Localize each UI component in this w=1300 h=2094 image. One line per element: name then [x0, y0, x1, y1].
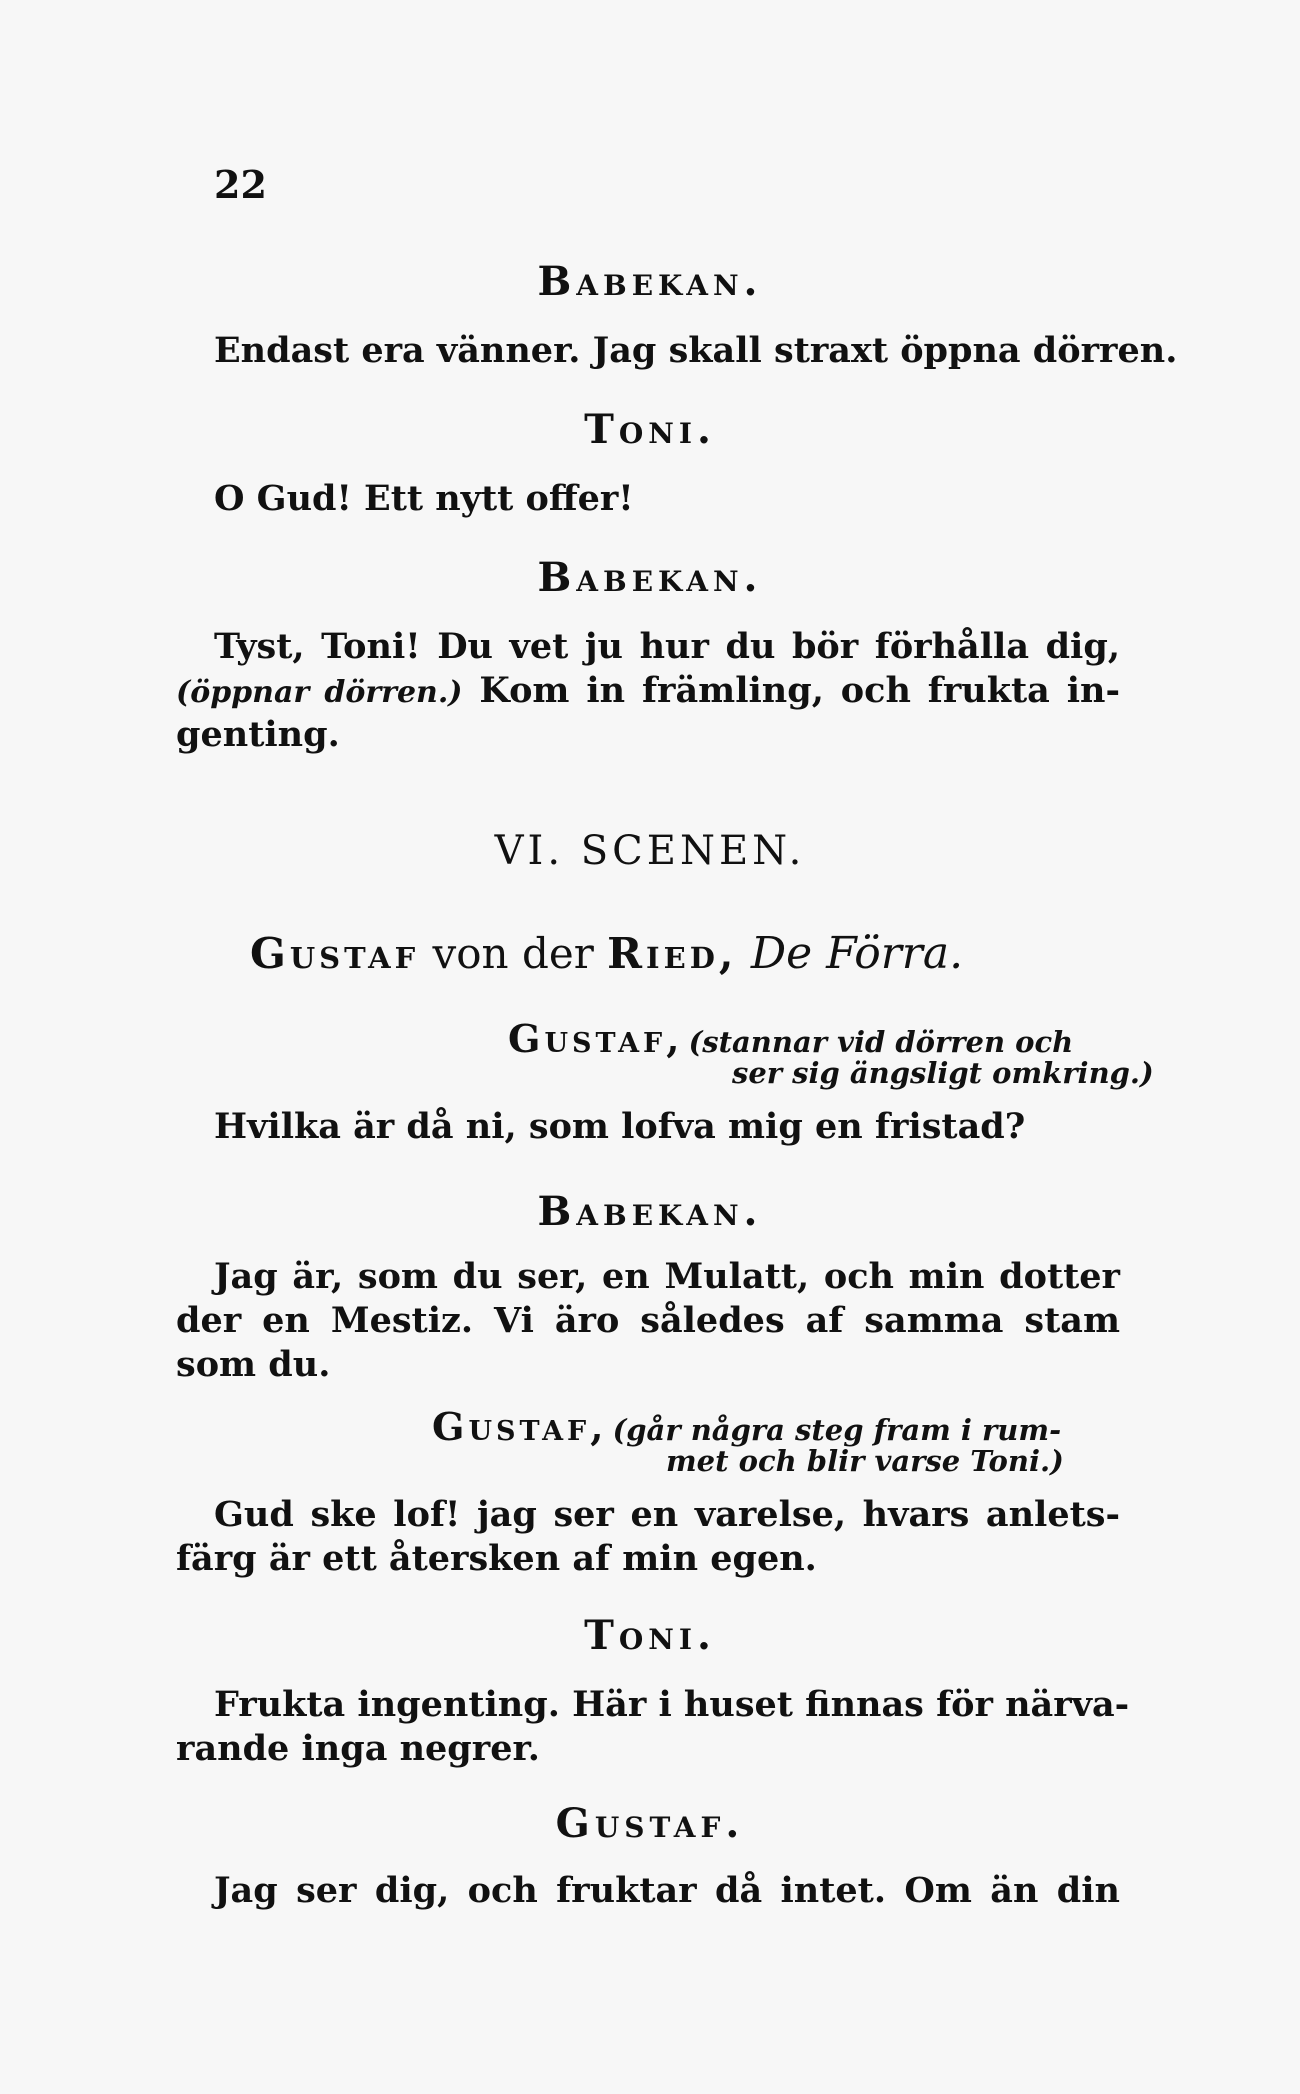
stage-direction-continued	[732, 1056, 1154, 1090]
speaker-name: Gustaf,	[432, 1404, 608, 1449]
cast-name: Ried,	[607, 929, 738, 978]
speaker-name: Babekan.	[537, 1188, 763, 1235]
stage-direction: (stannar vid dörren och	[688, 1025, 1074, 1059]
speaker-name: Gustaf,	[508, 1016, 684, 1061]
dialogue-line: der en Mestiz. Vi äro således af samma stam	[176, 1300, 1120, 1341]
dialogue-line: rande inga negrer.	[176, 1728, 540, 1769]
dialogue-line: som du.	[176, 1344, 331, 1385]
speaker-name: Babekan.	[537, 554, 763, 601]
dialogue-line: Frukta ingenting. Här i huset finnas för närva-	[214, 1684, 1130, 1725]
dialogue-line: Jag är, som du ser, en Mulatt, och min dotter	[214, 1256, 1120, 1297]
dialogue-line: Jag ser dig, och fruktar då intet. Om än din	[214, 1870, 1120, 1911]
cast-name: Gustaf	[250, 929, 420, 978]
stage-direction: (öppnar dörren.)	[176, 675, 463, 710]
dialogue-line: färg är ett återsken af min egen.	[176, 1538, 817, 1579]
dialogue-line: genting.	[176, 714, 340, 755]
dialogue-line: Endast era vänner. Jag skall straxt öppna dörren.	[214, 330, 1178, 371]
speaker-with-direction	[508, 1016, 1073, 1061]
dialogue-line: O Gud! Ett nytt offer!	[214, 478, 634, 519]
stage-direction: ser sig ängsligt omkring.)	[732, 1056, 1154, 1090]
cast-particle: von der	[432, 929, 594, 978]
dialogue-line: Tyst, Toni! Du vet ju hur du bör förhålla dig,	[214, 626, 1120, 667]
dialogue-text: Kom in främling, och frukta in-	[479, 670, 1121, 711]
speaker-name: Toni.	[584, 1612, 716, 1659]
speaker-name: Gustaf.	[555, 1800, 745, 1847]
cast-others: De Förra.	[750, 928, 964, 979]
dialogue-line: Gud ske lof! jag ser en varelse, hvars anlets-	[214, 1494, 1120, 1535]
stage-direction: (går några steg fram i rum-	[612, 1413, 1062, 1447]
speaker-name: Toni.	[584, 406, 716, 453]
stage-direction-continued	[666, 1444, 1064, 1478]
speaker-name: Babekan.	[537, 258, 763, 305]
dialogue-line	[176, 670, 1120, 714]
page-number: 22	[214, 162, 267, 207]
cast-list	[250, 928, 963, 979]
speaker-with-direction	[432, 1404, 1061, 1449]
scene-heading: VI. SCENEN.	[494, 828, 806, 874]
dialogue-line: Hvilka är då ni, som lofva mig en fristad?	[214, 1106, 1026, 1147]
stage-direction: met och blir varse Toni.)	[666, 1444, 1064, 1478]
